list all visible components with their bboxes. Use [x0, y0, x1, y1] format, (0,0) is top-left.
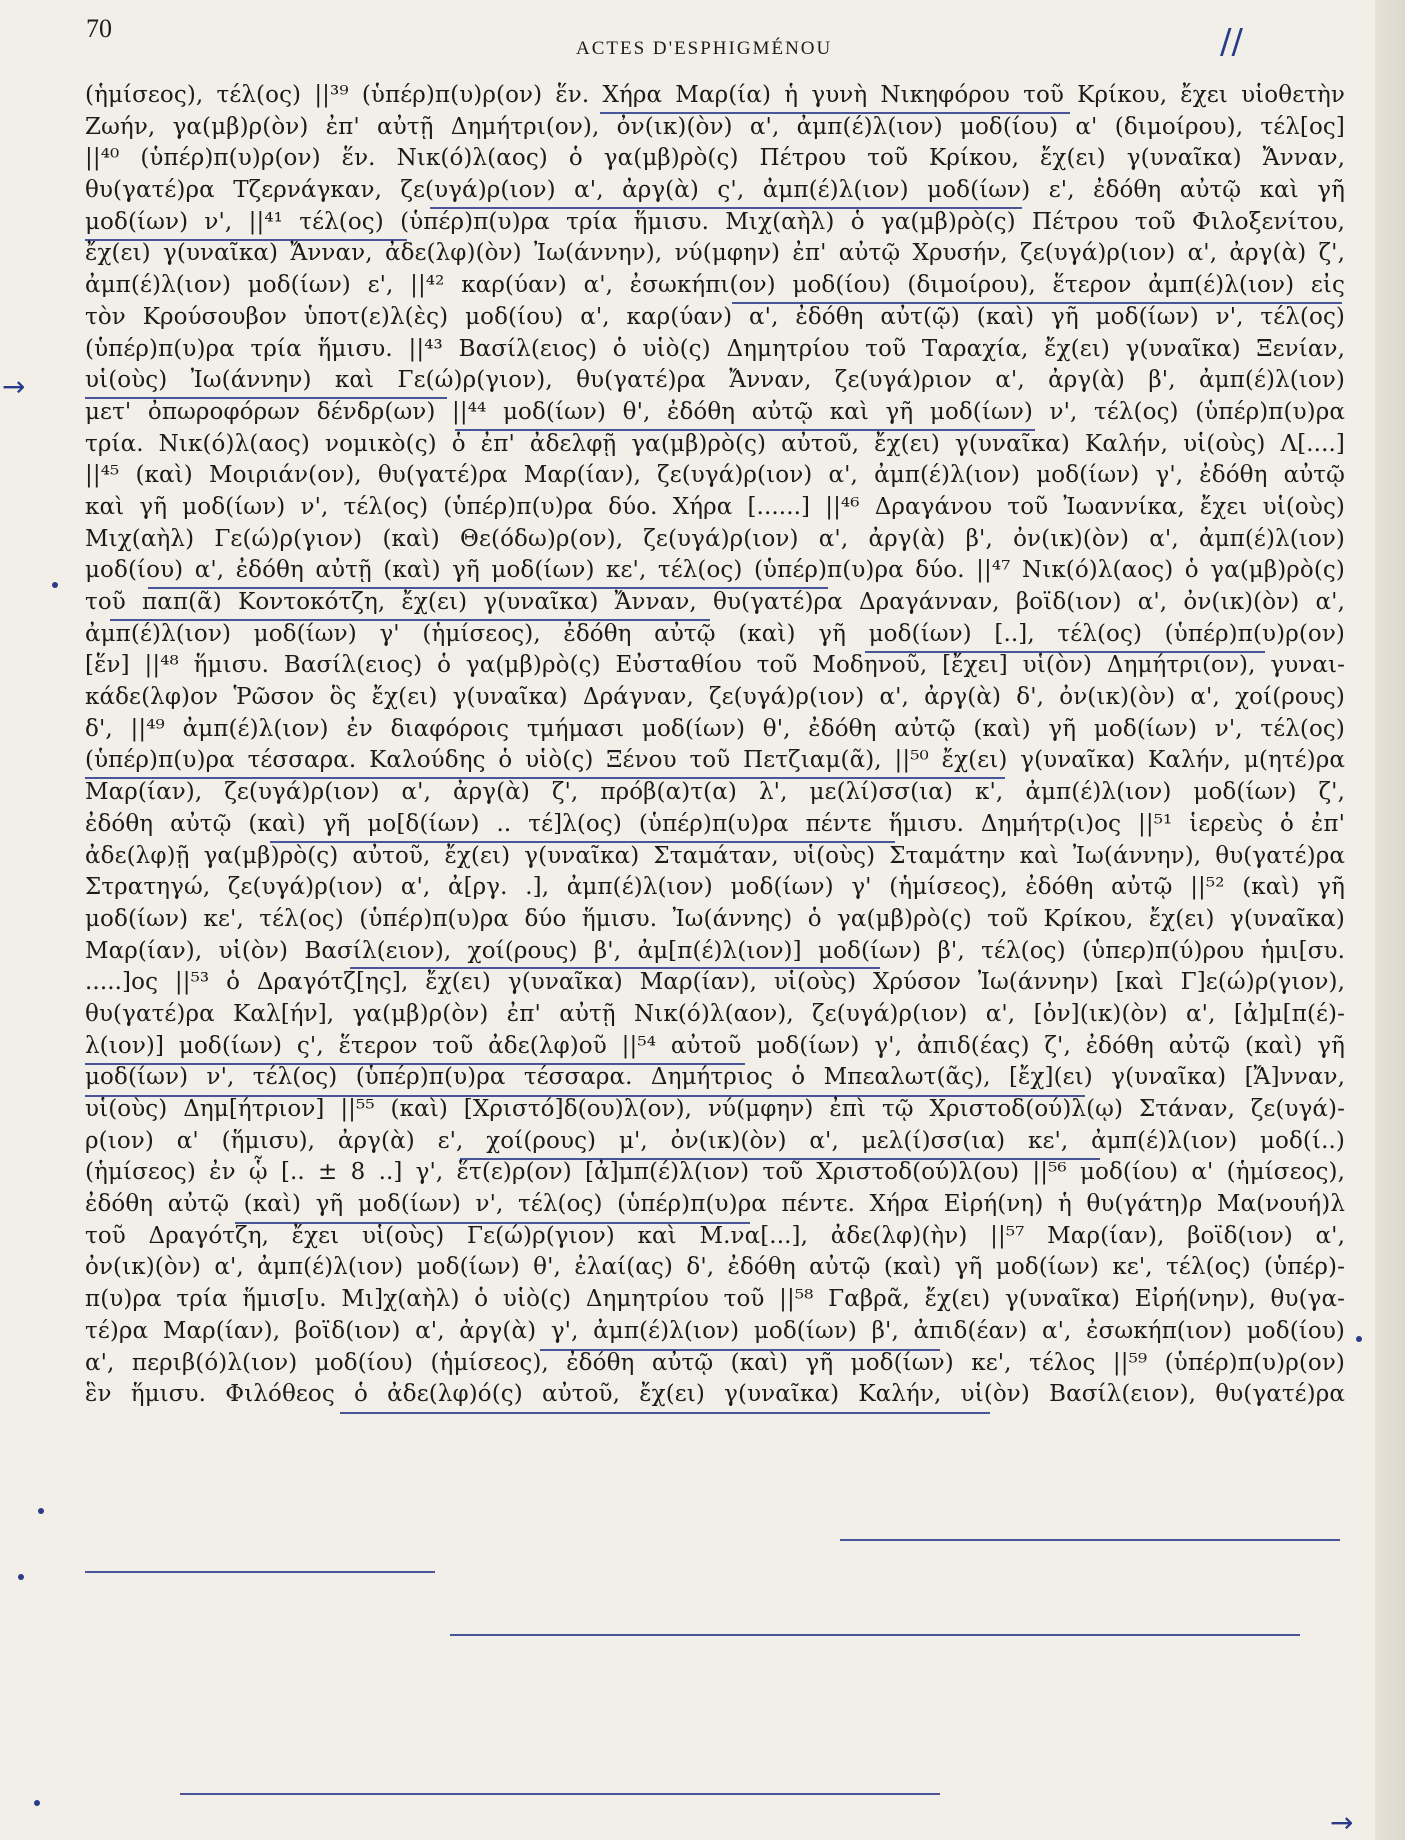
text-line: θυ(γατέ)ρα Καλ[ήν], γα(μβ)ρ(ὸν) ἐπ' αὐτῇ Νικ(ό)λ(αον), ζε(υγά)ρ(ιον) α', [ὀν](ικ)(ὸν) α', [ἀ]μ[π(έ)- — [85, 1000, 1345, 1027]
text-line: μοδ(ίων) κε', τέλ(ος) (ὑπέρ)π(υ)ρα δύο ἥμισυ. Ἰω(άννης) ὁ γα(μβ)ρὸ(ς) τοῦ Κρίκου, ἔχ(ει) γ(υναῖκα) — [85, 905, 1345, 932]
text-line: ἐδόθη αὐτῷ (καὶ) γῆ μοδ(ίων) ν', τέλ(ος) (ὑπέρ)π(υ)ρα πέντε. Χήρα Εἰρή(νη) ἡ θυ(γάτη)ρ Μα(νουή)λ — [85, 1191, 1345, 1218]
text-line: (ἡμίσεος) ἐν ᾧ [.. ± 8 ..] γ', ἕτ(ε)ρ(ον) [ἀ]μπ(έ)λ(ιον) τοῦ Χριστοδ(ού)λ(ου) ||⁵⁶ μοδ(ίου) α' (ἡμίσεος), — [85, 1159, 1345, 1186]
ink-underline — [85, 1571, 435, 1573]
page-number: 70 — [86, 14, 112, 43]
text-line: ἓν ἥμισυ. Φιλόθεος ὁ ἀδε(λφ)ό(ς) αὐτοῦ, ἔχ(ει) γ(υναῖκα) Καλήν, υἱ(ὸν) Βασίλ(ειον), θυ(γατέ)ρα — [85, 1381, 1345, 1408]
text-line: ||⁴⁵ (καὶ) Μοιριάν(ον), θυ(γατέ)ρα Μαρ(ίαν), ζε(υγά)ρ(ιον) α', ἀμπ(έ)λ(ιον) μοδ(ίων) γ', ἐδόθη αὐτῷ — [85, 462, 1345, 489]
text-line: τοῦ παπ(ᾶ) Κοντοκότζη, ἔχ(ει) γ(υναῖκα) Ἄνναν, θυ(γατέ)ρα Δραγάνναν, βοϊδ(ιον) α', ὀν(ικ)(ὸν) α', — [85, 589, 1345, 615]
running-head: ACTES D'ESPHIGMÉNOU — [576, 38, 833, 59]
text-line: Ζωήν, γα(μβ)ρ(ὸν) ἐπ' αὐτῇ Δημήτρι(ον), ὀν(ικ)(ὸν) α', ἀμπ(έ)λ(ιον) μοδ(ίου) α' (διμοίρου), τέλ[ος] — [85, 113, 1345, 140]
ink-underline — [450, 1634, 1300, 1636]
text-line: ἀδε(λφ)ῇ γα(μβ)ρὸ(ς) αὐτοῦ, ἔχ(ει) γ(υναῖκα) Σταμάταν, υἱ(οὺς) Σταμάτην καὶ Ἰω(άννην), θυ(γατέ)ρα — [85, 842, 1345, 869]
text-line: Μιχ(αὴλ) Γε(ώ)ρ(γιον) (καὶ) Θε(όδω)ρ(ον), ζε(υγά)ρ(ιον) α', ἀργ(ὰ) β', ὀν(ικ)(ὸν) α', ἀμπ(έ)λ(ιον) — [85, 525, 1345, 552]
margin-check-mark: // — [1220, 22, 1243, 62]
text-line: μοδ(ίου) α', ἐδόθη αὐτῇ (καὶ) γῆ μοδ(ίων) κε', τέλ(ος) (ὑπέρ)π(υ)ρα δύο. ||⁴⁷ Νικ(ό)λ(αος) ὁ γα(μβ)ρὸ(ς) — [85, 557, 1345, 584]
text-line: Στρατηγώ, ζε(υγά)ρ(ιον) α', ἀ[ργ. .], ἀμπ(έ)λ(ιον) μοδ(ίων) γ' (ἡμίσεος), ἐδόθη αὐτῷ ||⁵² (καὶ) γῆ — [85, 874, 1345, 901]
text-line: ὀν(ικ)(ὸν) α', ἀμπ(έ)λ(ιον) μοδ(ίων) θ', ἐλαί(ας) δ', ἐδόθη αὐτῷ (καὶ) γῆ μοδ(ίων) κε', τέλ(ος) (ὑπέρ)- — [85, 1254, 1345, 1281]
text-line: τοῦ Δραγότζη, ἔχει υἱ(οὺς) Γε(ώ)ρ(γιον) καὶ Μ.να[...], ἀδε(λφ)(ὴν) ||⁵⁷ Μαρ(ίαν), βοϊδ(ιον) α', — [85, 1222, 1345, 1249]
text-line: π(υ)ρα τρία ἥμισ[υ. Μι]χ(αὴλ) ὁ υἱὸ(ς) Δημητρίου τοῦ ||⁵⁸ Γαβρᾶ, ἔχ(ει) γ(υναῖκα) Εἰρή(νην), θυ(γα- — [85, 1286, 1345, 1313]
text-line: μοδ(ίων) ν', ||⁴¹ τέλ(ος) (ὑπέρ)π(υ)ρα τρία ἥμισυ. Μιχ(αὴλ) ὁ γα(μβ)ρὸ(ς) Πέτρου τοῦ Φιλοξενίτου, — [85, 208, 1345, 235]
text-line: ||⁴⁰ (ὑπέρ)π(υ)ρ(ον) ἕν. Νικ(ό)λ(αος) ὁ γα(μβ)ρὸ(ς) Πέτρου τοῦ Κρίκου, ἔχ(ει) γ(υναῖκα) Ἄνναν, — [85, 145, 1345, 172]
text-line: μετ' ὀπωροφόρων δένδρ(ων) ||⁴⁴ μοδ(ίων) θ', ἐδόθη αὐτῷ καὶ γῆ μοδ(ίων) ν', τέλ(ος) (ὑπέρ)π(υ)ρα — [85, 398, 1345, 425]
text-line: τέ)ρα Μαρ(ίαν), βοϊδ(ιον) α', ἀργ(ὰ) γ', ἀμπ(έ)λ(ιον) μοδ(ίων) β', ἀπιδ(έαν) α', ἐσωκήπ(ιον) μοδ(ίου) — [85, 1317, 1345, 1344]
text-line: .....]ος ||⁵³ ὁ Δραγότζ[ης], ἔχ(ει) γ(υναῖκα) Μαρ(ίαν), υἱ(οὺς) Χρύσον Ἰω(άννην) [καὶ Γ]ε(ώ)ρ(γιον), — [85, 969, 1345, 996]
text-line: ἐδόθη αὐτῷ (καὶ) γῆ μο[δ(ίων) .. τέ]λ(ος) (ὑπέρ)π(υ)ρα πέντε ἥμισυ. Δημήτρ(ι)ος ||⁵¹ ἱερεὺς ὁ ἐπ' — [85, 810, 1345, 837]
document-body — [85, 80, 1345, 1411]
margin-dot — [34, 1800, 40, 1806]
text-line: υἱ(οὺς) Δημ[ήτριον] ||⁵⁵ (καὶ) [Χριστό]δ(ου)λ(ον), νύ(μφην) ἐπὶ τῷ Χριστοδ(ού)λ(ῳ) Στάναν, ζε(υγά)- — [85, 1096, 1345, 1122]
text-line: Μαρ(ίαν), υἱ(ὸν) Βασίλ(ειον), χοί(ρους) β', ἀμ[π(έ)λ(ιον)] μοδ(ίων) β', τέλ(ος) (ὑπερ)π(ύ)ρου ἡμι[συ. — [85, 937, 1345, 964]
text-line: (ὑπέρ)π(υ)ρα τρία ἥμισυ. ||⁴³ Βασίλ(ειος) ὁ υἱὸ(ς) Δημητρίου τοῦ Ταραχία, ἔχ(ει) γ(υναῖκα) Ξενίαν, — [85, 335, 1345, 362]
text-line: τὸν Κρούσουβον ὑποτ(ε)λ(ὲς) μοδ(ίου) α', καρ(ύαν) α', ἐδόθη αὐτ(ῷ) (καὶ) γῆ μοδ(ίων) ν', τέλ(ος) — [85, 303, 1345, 330]
text-line: α', περιβ(ό)λ(ιον) μοδ(ίου) (ἡμίσεος), ἐδόθη αὐτῷ (καὶ) γῆ μοδ(ίων) κε', τέλος ||⁵⁹ (ὑπέρ)π(υ)ρ(ον) — [85, 1349, 1345, 1376]
text-line: λ(ιον)] μοδ(ίων) ς', ἕτερον τοῦ ἀδε(λφ)οῦ ||⁵⁴ αὐτοῦ μοδ(ίων) γ', ἀπιδ(έας) ζ', ἐδόθη αὐτῷ (καὶ) γῆ — [85, 1032, 1345, 1059]
margin-dot — [18, 1574, 24, 1580]
text-line: ρ(ιον) α' (ἥμισυ), ἀργ(ὰ) ε', χοί(ρους) μ', ὀν(ικ)(ὸν) α', μελ(ί)σσ(ια) κε', ἀμπ(έ)λ(ιον) μοδ(ί..) — [85, 1127, 1345, 1154]
margin-dot — [52, 582, 58, 588]
text-line: τρία. Νικ(ό)λ(αος) νομικὸ(ς) ὁ ἐπ' ἀδελφῇ γα(μβ)ρὸ(ς) αὐτοῦ, ἔχ(ει) γ(υναῖκα) Καλήν, υἱ(οὺς) Λ[....] — [85, 430, 1345, 457]
margin-arrow-icon: → — [1330, 1806, 1354, 1839]
text-line: καὶ γῆ μοδ(ίων) ν', τέλ(ος) (ὑπέρ)π(υ)ρα δύο. Χήρα [......] ||⁴⁶ Δραγάνου τοῦ Ἰωαννίκα, ἔχει υἱ(οὺς) — [85, 493, 1345, 520]
margin-dot — [38, 1508, 44, 1514]
margin-arrow-icon: → — [2, 370, 26, 403]
text-line: υἱ(οὺς) Ἰω(άννην) καὶ Γε(ώ)ρ(γιον), θυ(γατέ)ρα Ἄνναν, ζε(υγά)ριον α', ἀργ(ὰ) β', ἀμπ(έ)λ(ιον) — [85, 367, 1345, 394]
text-line: δ', ||⁴⁹ ἀμπ(έ)λ(ιον) ἐν διαφόροις τμήμασι μοδ(ίων) θ', ἐδόθη αὐτῷ (καὶ) γῆ μοδ(ίων) ν', τέλ(ος) — [85, 715, 1345, 742]
ink-underline — [340, 1412, 990, 1414]
ink-underline — [180, 1793, 940, 1795]
text-line: θυ(γατέ)ρα Τζερνάγκαν, ζε(υγά)ρ(ιον) α', ἀργ(ὰ) ς', ἀμπ(έ)λ(ιον) μοδ(ίων) ε', ἐδόθη αὐτῷ καὶ γῆ — [85, 177, 1345, 204]
facing-page-edge — [1375, 0, 1405, 1840]
text-line: ἀμπ(έ)λ(ιον) μοδ(ίων) ε', ||⁴² καρ(ύαν) α', ἐσωκήπι(ον) μοδ(ίου) (διμοίρου), ἕτερον ἀμπ(έ)λ(ιον) εἰς — [85, 272, 1345, 299]
margin-dot — [1356, 1336, 1362, 1342]
text-line: ἔχ(ει) γ(υναῖκα) Ἄνναν, ἀδε(λφ)(ὸν) Ἰω(άννην), νύ(μφην) ἐπ' αὐτῷ Χρυσήν, ζε(υγά)ρ(ιον) α', ἀργ(ὰ) ζ', — [85, 240, 1345, 267]
text-line: ἀμπ(έ)λ(ιον) μοδ(ίων) γ' (ἡμίσεος), ἐδόθη αὐτῷ (καὶ) γῆ μοδ(ίων) [..], τέλ(ος) (ὑπέρ)π(υ)ρ(ον) — [85, 620, 1345, 647]
text-line: κάδε(λφ)ον Ῥῶσον ὃς ἔχ(ει) γ(υναῖκα) Δράγναν, ζε(υγά)ρ(ιον) α', ἀργ(ὰ) δ', ὀν(ικ)(ὸν) α', χοί(ρους) — [85, 684, 1345, 711]
text-line: μοδ(ίων) ν', τέλ(ος) (ὑπέρ)π(υ)ρα τέσσαρα. Δημήτριος ὁ Μπεαλωτ(ᾶς), [ἔχ](ει) γ(υναῖκα) [Ἄ]νναν, — [85, 1064, 1345, 1091]
text-line: [ἕν] ||⁴⁸ ἥμισυ. Βασίλ(ειος) ὁ γα(μβ)ρὸ(ς) Εὐσταθίου τοῦ Μοδηνοῦ, [ἔχει] υἱ(ὸν) Δημήτρι(ον), γυναι- — [85, 652, 1345, 679]
ink-underline — [840, 1539, 1340, 1541]
text-line: (ὑπέρ)π(υ)ρα τέσσαρα. Καλούδης ὁ υἱὸ(ς) Ξένου τοῦ Πετζιαμ(ᾶ), ||⁵⁰ ἔχ(ει) γ(υναῖκα) Καλήν, μ(ητέ)ρα — [85, 747, 1345, 774]
text-line: Μαρ(ίαν), ζε(υγά)ρ(ιον) α', ἀργ(ὰ) ζ', πρόβ(α)τ(α) λ', με(λί)σσ(ια) κ', ἀμπ(έ)λ(ιον) μοδ(ίων) ζ', — [85, 779, 1345, 806]
text-line: (ἡμίσεος), τέλ(ος) ||³⁹ (ὑπέρ)π(υ)ρ(ον) ἕν. Χήρα Μαρ(ία) ἡ γυνὴ Νικηφόρου τοῦ Κρίκου, ἔχει υἱοθετὴν — [85, 82, 1345, 108]
